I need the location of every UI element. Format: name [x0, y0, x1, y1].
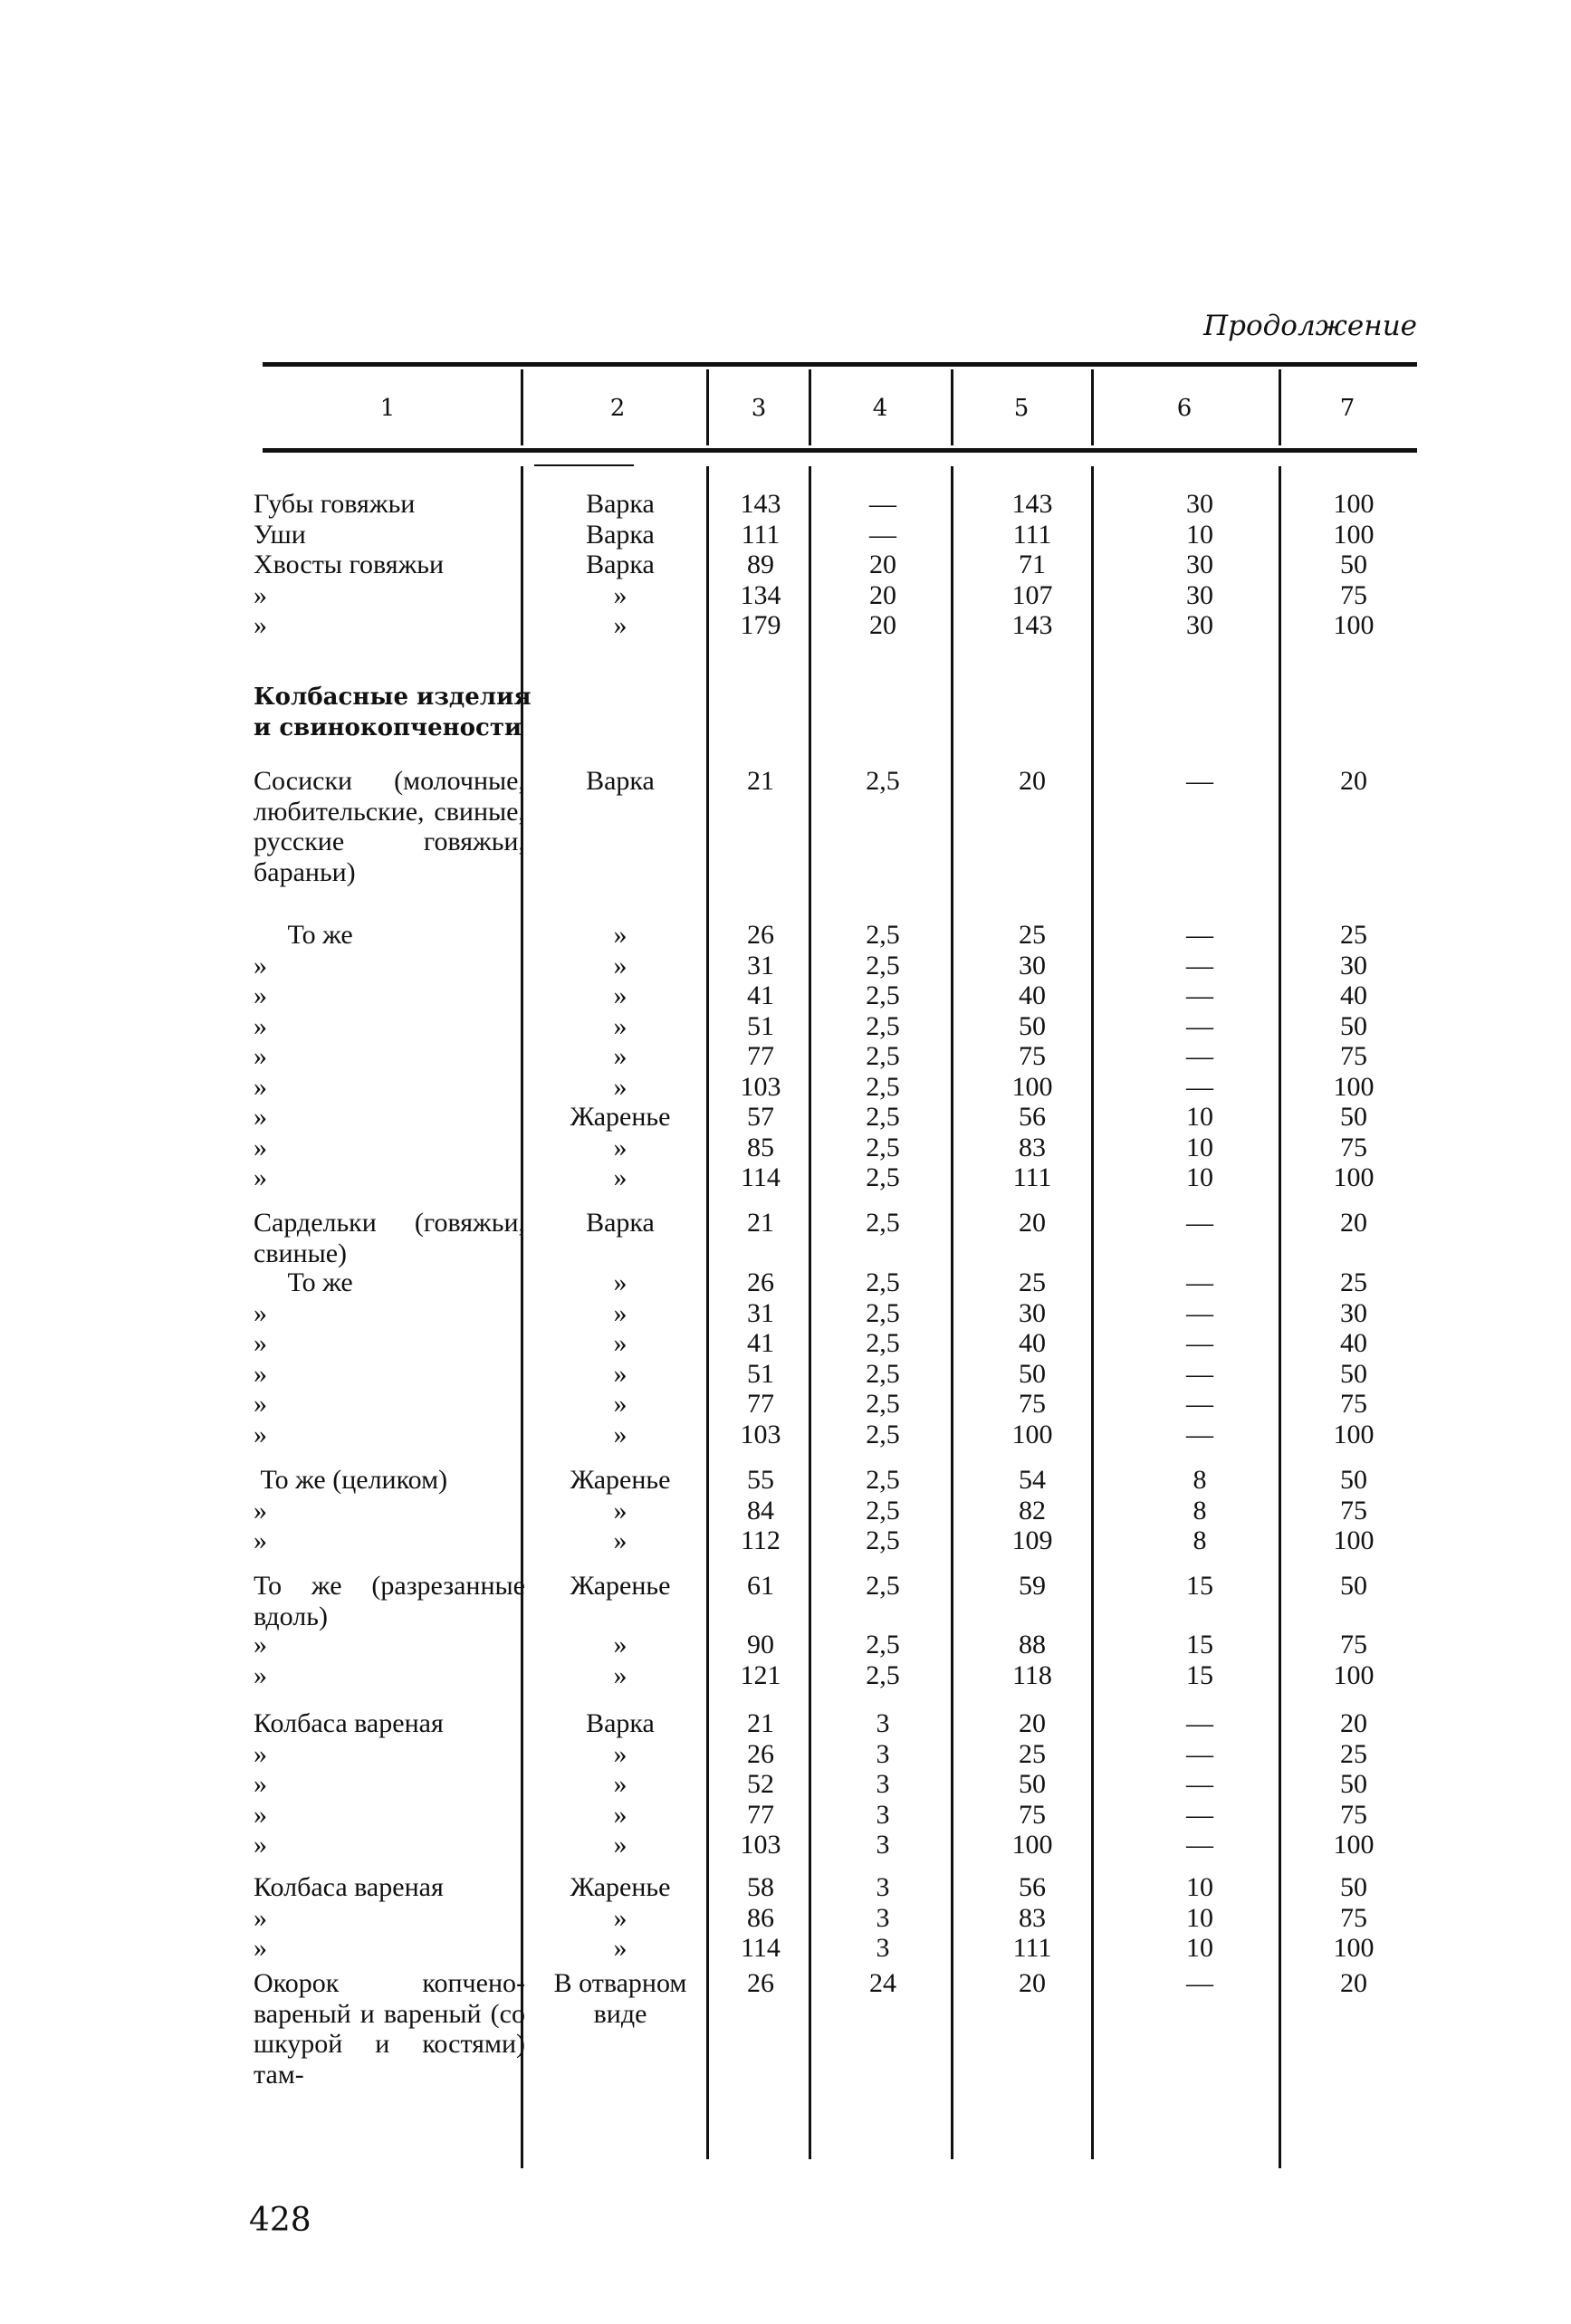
- processing-method-cell: Жаренье: [570, 1571, 671, 1601]
- product-name-cell: Колбаса вареная » » » »: [254, 1708, 444, 1860]
- column-number-7: 7: [1339, 395, 1355, 422]
- yield-cell: 25 30 40 50 75 100: [1333, 1267, 1375, 1449]
- header-divider: [951, 369, 953, 445]
- net-weight-cell: 59: [1019, 1571, 1046, 1601]
- product-name-cell: Сардельки (говяжьи, свиные): [254, 1208, 525, 1268]
- yield-cell: 100 100 50 75 100: [1333, 489, 1375, 640]
- yield-cell: 50 75 100: [1333, 1872, 1375, 1963]
- processing-method-cell: Жаренье » »: [570, 1465, 671, 1555]
- column-number-3: 3: [751, 395, 767, 422]
- continued-label: Продолжение: [1203, 310, 1417, 342]
- net-weight-cell: 20: [1019, 1208, 1046, 1238]
- header-divider: [1091, 369, 1094, 445]
- gross-weight-cell: 55 84 112: [741, 1465, 781, 1555]
- processing-method-cell: » » » » » »: [613, 1267, 627, 1449]
- product-name-cell: Окорок копчено-вареный и вареный (со шкурой и костями) там-: [254, 1968, 525, 2090]
- gross-weight-cell: 21: [747, 766, 774, 796]
- column-number-1: 1: [379, 395, 396, 422]
- net-weight-cell: 20: [1019, 766, 1046, 796]
- loss-cell: 2,5 2,5: [866, 1630, 900, 1690]
- loss-cell: 3 3 3: [876, 1872, 890, 1963]
- loss-on-cooking-cell: 15 15: [1186, 1630, 1213, 1690]
- header-divider: [521, 369, 523, 445]
- loss-cell: — — 20 20 20: [869, 489, 896, 640]
- gross-weight-cell: 26 31 41 51 77 103 57 85 114: [740, 920, 781, 1192]
- header-divider: [809, 369, 811, 445]
- net-weight-cell: 20: [1019, 1968, 1046, 1998]
- product-name-cell: Губы говяжьи Уши Хвосты говяжьи » »: [254, 489, 445, 640]
- loss-on-cooking-cell: 8 8 8: [1193, 1465, 1207, 1555]
- yield-cell: 25 30 40 50 75 100 50 75 100: [1333, 920, 1375, 1192]
- loss-on-cooking-cell: 10 10 10: [1186, 1872, 1213, 1963]
- processing-method-cell: Жаренье » »: [570, 1872, 671, 1963]
- product-name-cell: Сосиски (молочные, любительские, свиные, русские говяжьи, бараньи): [254, 766, 525, 887]
- table-header-rule: [263, 448, 1417, 453]
- product-name-cell: То же (разрезанные вдоль): [254, 1571, 525, 1631]
- yield-cell: 50: [1340, 1571, 1367, 1601]
- loss-cell: 2,5: [866, 1208, 900, 1238]
- processing-method-cell: Варка: [586, 766, 655, 796]
- gross-weight-cell: 58 86 114: [741, 1872, 781, 1963]
- gross-weight-cell: 21: [747, 1208, 774, 1238]
- loss-on-cooking-cell: —: [1186, 1208, 1213, 1238]
- product-name-cell: » »: [254, 1630, 267, 1690]
- column-number-6: 6: [1176, 395, 1193, 422]
- product-name-cell: То же (целиком) » »: [254, 1465, 448, 1555]
- yield-cell: 20: [1340, 766, 1367, 796]
- column-number-2: 2: [609, 395, 626, 422]
- gross-weight-cell: 26 31 41 51 77 103: [740, 1267, 781, 1449]
- column-number-4: 4: [872, 395, 888, 422]
- processing-method-cell: Варка Варка Варка » »: [586, 489, 655, 640]
- net-weight-cell: 56 83 111: [1012, 1872, 1052, 1963]
- loss-cell: 3 3 3 3 3: [876, 1708, 890, 1860]
- body-divider: [809, 466, 811, 2159]
- net-weight-cell: 25 30 40 50 75 100: [1011, 1267, 1053, 1449]
- table-top-rule: [263, 362, 1417, 367]
- loss-on-cooking-cell: —: [1186, 766, 1213, 796]
- header-divider: [706, 369, 709, 445]
- column-number-5: 5: [1013, 395, 1030, 422]
- loss-cell: 2,5 2,5 2,5 2,5 2,5 2,5: [866, 1267, 900, 1449]
- loss-on-cooking-cell: — — — — —: [1186, 1708, 1213, 1860]
- loss-on-cooking-cell: — — — — — — 10 10 10: [1186, 920, 1213, 1192]
- loss-cell: 2,5: [866, 766, 900, 796]
- page-number: 428: [249, 2202, 311, 2239]
- net-weight-cell: 54 82 109: [1011, 1465, 1053, 1555]
- processing-method-cell: В отварном виде: [553, 1968, 687, 2029]
- gross-weight-cell: 26: [747, 1968, 774, 1998]
- loss-cell: 2,5: [866, 1571, 900, 1601]
- yield-cell: 20: [1340, 1208, 1367, 1238]
- loss-on-cooking-cell: 30 10 30 30 30: [1186, 489, 1213, 640]
- net-weight-cell: 20 25 50 75 100: [1011, 1708, 1053, 1860]
- loss-cell: 2,5 2,5 2,5 2,5 2,5 2,5 2,5 2,5 2,5: [866, 920, 900, 1192]
- gross-weight-cell: 143 111 89 134 179: [740, 489, 781, 640]
- loss-cell: 24: [869, 1968, 896, 1998]
- gross-weight-cell: 21 26 52 77 103: [740, 1708, 781, 1860]
- loss-cell: 2,5 2,5 2,5: [866, 1465, 900, 1555]
- net-weight-cell: 25 30 40 50 75 100 56 83 111: [1011, 920, 1053, 1192]
- header-divider: [1279, 369, 1281, 445]
- product-name-cell: Колбасные изделия и свинокопчености: [254, 684, 532, 741]
- product-name-cell: То же » » » » »: [254, 1267, 353, 1449]
- gross-weight-cell: 90 121: [740, 1630, 781, 1690]
- processing-method-cell: Варка » » » »: [586, 1708, 655, 1860]
- processing-method-cell: Варка: [586, 1208, 655, 1238]
- yield-cell: 20 25 50 75 100: [1333, 1708, 1375, 1860]
- product-name-cell: То же » » » » » » » »: [254, 920, 353, 1192]
- processing-method-cell: » » » » » » Жаренье » »: [570, 920, 671, 1192]
- product-name-cell: Колбаса вареная » »: [254, 1872, 444, 1963]
- loss-on-cooking-cell: —: [1186, 1968, 1213, 1998]
- yield-cell: 50 75 100: [1333, 1465, 1375, 1555]
- loss-on-cooking-cell: 15: [1186, 1571, 1213, 1601]
- net-weight-cell: 88 118: [1012, 1630, 1052, 1690]
- processing-method-cell: » »: [613, 1630, 627, 1690]
- body-divider: [951, 466, 953, 2159]
- column-2-subrule: [534, 464, 634, 466]
- yield-cell: 20: [1340, 1968, 1367, 1998]
- net-weight-cell: 143 111 71 107 143: [1011, 489, 1053, 640]
- loss-on-cooking-cell: — — — — — —: [1186, 1267, 1213, 1449]
- gross-weight-cell: 61: [747, 1571, 774, 1601]
- yield-cell: 75 100: [1333, 1630, 1375, 1690]
